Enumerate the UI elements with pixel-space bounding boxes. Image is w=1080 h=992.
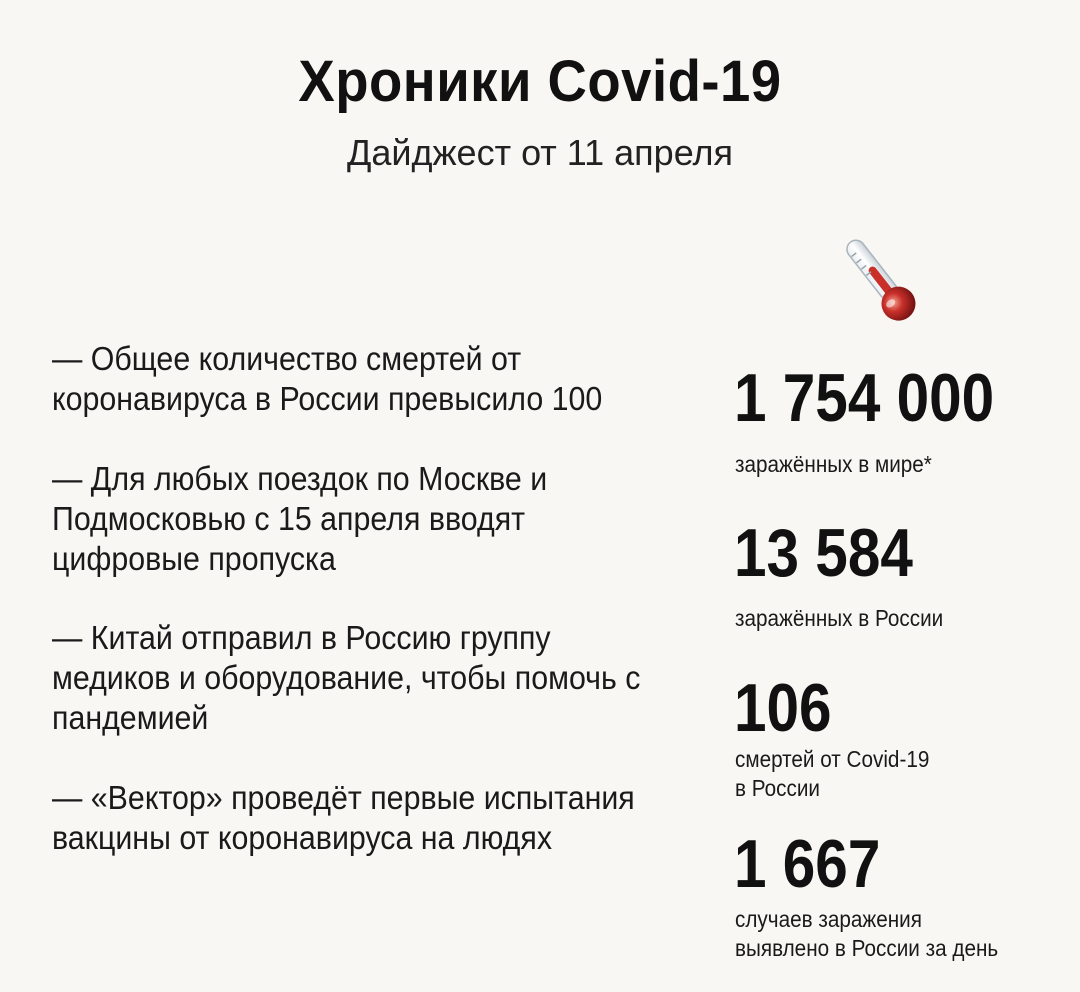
- stat-caption-world: заражённых в мире*: [735, 451, 932, 477]
- page-title: Хроники Covid-19: [298, 49, 782, 114]
- stat-value-world: 1 754 000: [734, 360, 995, 436]
- news-item: — Общее количество смертей от коронавируса в России превысило 100: [52, 340, 603, 417]
- news-item: — Для любых поездок по Москве и Подмосковью с 15 апреля вводят цифровые пропуска: [52, 460, 548, 577]
- stat-value-daily: 1 667: [734, 826, 881, 902]
- stat-value-deaths: 106: [734, 670, 832, 746]
- stat-caption-daily: случаев заражения выявлено в России за день: [735, 906, 999, 961]
- news-item: — «Вектор» проведёт первые испытания вакцины от коронавируса на людях: [52, 779, 635, 856]
- news-item: — Китай отправил в Россию группу медиков и оборудование, чтобы помочь с пандемией: [52, 619, 641, 736]
- stat-value-russia: 13 584: [734, 515, 913, 591]
- stat-caption-deaths: смертей от Covid-19 в России: [735, 746, 930, 801]
- thermometer-icon: [828, 228, 932, 332]
- stat-caption-russia: заражённых в России: [735, 605, 944, 631]
- page-subtitle: Дайджест от 11 апреля: [346, 132, 734, 173]
